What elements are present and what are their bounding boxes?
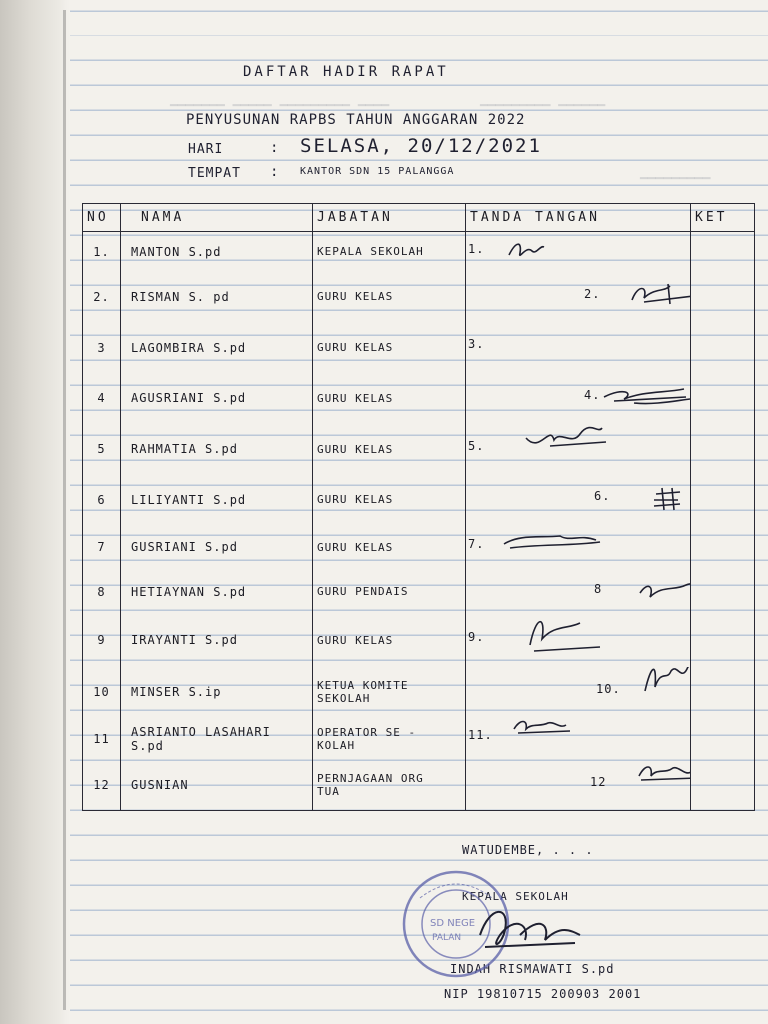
row-name-text: RISMAN S. pd: [131, 289, 230, 304]
row-remarks: [691, 272, 755, 323]
row-position-cont: SEKOLAH: [317, 692, 371, 706]
row-name-text: GUSRIANI S.pd: [131, 540, 238, 555]
row-name-text: MANTON S.pd: [131, 244, 222, 259]
row-remarks: [691, 424, 755, 475]
signature-number: 11.: [468, 728, 493, 743]
row-number-text: 10: [93, 685, 110, 700]
row-position-text: GURU KELAS: [317, 341, 394, 355]
row-remarks: [691, 322, 755, 373]
row-name: [121, 232, 313, 272]
row-number-text: 2.: [93, 289, 110, 304]
row-name: [121, 272, 313, 323]
row-position: [313, 272, 466, 323]
row-number: [83, 717, 121, 759]
row-name-text: AGUSRIANI S.pd: [131, 391, 247, 406]
signature-scribble: [520, 615, 630, 658]
signature-number: 2.: [584, 286, 601, 301]
table-row: [83, 373, 755, 424]
signature-number: 7.: [468, 537, 485, 552]
header-nama: NAMA: [121, 204, 313, 232]
signature-number: 6.: [594, 489, 611, 504]
notebook-binding: [0, 0, 70, 1024]
row-position-text: GURU KELAS: [317, 442, 394, 456]
svg-text:PALAN: PALAN: [432, 933, 462, 943]
row-number: [83, 232, 121, 272]
row-signature-cell: [466, 373, 691, 424]
row-signature-cell: [466, 525, 691, 569]
table-row: [83, 760, 755, 811]
table-row: [83, 614, 755, 667]
row-number: [83, 525, 121, 569]
bleed-through-text: ▁▁▁▁▁▁▁▁▁ ▁▁▁▁▁▁: [480, 92, 606, 107]
signature-scribble: [500, 530, 610, 569]
svg-text:SD NEGE: SD NEGE: [430, 918, 476, 929]
row-number: [83, 667, 121, 718]
signature-number: 8: [594, 581, 603, 596]
row-position: [313, 373, 466, 424]
principal-name: INDAH RISMAWATI S.pd: [450, 962, 615, 976]
signature-scribble: [635, 762, 691, 805]
row-number-text: 11: [93, 731, 110, 746]
bleed-through-text: ▁▁▁▁▁▁▁ ▁▁▁▁▁ ▁▁▁▁▁▁▁▁▁ ▁▁▁▁: [170, 92, 390, 107]
table-row: [83, 717, 755, 759]
row-position: [313, 570, 466, 614]
row-name: [121, 614, 313, 667]
signature-number: 9.: [468, 629, 485, 644]
row-number-text: 8: [97, 584, 106, 599]
row-name: [121, 717, 313, 759]
signature-scribble: [624, 280, 691, 323]
table-row: [83, 570, 755, 614]
signature-scribble: [644, 484, 691, 525]
row-signature-cell: [466, 474, 691, 525]
row-position-text: KEPALA SEKOLAH: [317, 245, 424, 259]
document-subtitle: PENYUSUNAN RAPBS TAHUN ANGGARAN 2022: [186, 112, 526, 128]
signature-scribble: [634, 577, 691, 614]
row-name: [121, 373, 313, 424]
row-signature-cell: [466, 232, 691, 272]
row-signature-cell: [466, 614, 691, 667]
row-number-text: 1.: [93, 244, 110, 259]
attendance-table: [82, 203, 754, 811]
document-title: DAFTAR HADIR RAPAT: [243, 64, 449, 80]
table-header-row: [83, 204, 755, 232]
principal-signature: [470, 895, 590, 969]
row-remarks: [691, 760, 755, 811]
row-name-text: MINSER S.ip: [131, 685, 222, 700]
row-position: [313, 760, 466, 811]
row-signature-cell: [466, 570, 691, 614]
row-number: [83, 614, 121, 667]
row-name: [121, 525, 313, 569]
bleed-through-text: ▁▁▁▁▁▁▁▁▁: [640, 165, 711, 180]
header-no: NO: [83, 204, 121, 232]
row-signature-cell: [466, 667, 691, 718]
signature-scribble: [504, 237, 614, 272]
signature-scribble: [510, 717, 620, 759]
table-row: [83, 667, 755, 718]
row-name-text: RAHMATIA S.pd: [131, 442, 238, 457]
row-name-text: GUSNIAN: [131, 777, 189, 792]
place-value: KANTOR SDN 15 PALANGGA: [300, 166, 455, 177]
row-name: [121, 760, 313, 811]
row-position-text: GURU KELAS: [317, 633, 394, 647]
table-row: [83, 474, 755, 525]
row-position: [313, 717, 466, 759]
row-number-text: 12: [93, 777, 110, 792]
row-number: [83, 474, 121, 525]
row-signature-cell: [466, 322, 691, 373]
row-remarks: [691, 373, 755, 424]
row-number: [83, 424, 121, 475]
row-name-text: IRAYANTI S.pd: [131, 633, 238, 648]
row-signature-cell: [466, 272, 691, 323]
signature-scribble: [641, 667, 691, 704]
signature-number: 3.: [468, 337, 485, 352]
row-number-text: 6: [97, 492, 106, 507]
row-name: [121, 570, 313, 614]
row-name-text: HETIAYNAN S.pd: [131, 584, 247, 599]
table-row: [83, 424, 755, 475]
day-label: HARI: [188, 142, 224, 157]
signature-number: 1.: [468, 242, 485, 256]
row-position-text: GURU KELAS: [317, 290, 394, 304]
row-position-text: PERNJAGAAN ORG: [317, 771, 424, 785]
row-name-cont: S.pd: [131, 738, 164, 753]
row-name: [121, 322, 313, 373]
row-signature-cell: [466, 424, 691, 475]
signature-number: 4.: [584, 388, 601, 403]
row-remarks: [691, 474, 755, 525]
row-position: [313, 667, 466, 718]
principal-nip: NIP 19810715 200903 2001: [444, 987, 642, 1001]
row-position: [313, 614, 466, 667]
row-position-text: GURU KELAS: [317, 391, 394, 405]
header-tanda-tangan: TANDA TANGAN: [466, 204, 691, 232]
signature-number: 5.: [468, 438, 485, 453]
row-number-text: 4: [97, 391, 106, 406]
header-ket: KET: [691, 204, 755, 232]
table-row: [83, 322, 755, 373]
day-colon: :: [270, 140, 280, 156]
row-name: [121, 667, 313, 718]
row-signature-cell: [466, 717, 691, 759]
row-position: [313, 322, 466, 373]
row-number-text: 3: [97, 340, 106, 355]
signing-place: WATUDEMBE, . . .: [462, 843, 594, 857]
signature-scribble: [594, 383, 691, 424]
row-name: [121, 474, 313, 525]
row-signature-cell: [466, 760, 691, 811]
table-row: [83, 525, 755, 569]
row-number: [83, 570, 121, 614]
row-number: [83, 272, 121, 323]
row-position: [313, 232, 466, 272]
page-fold-shadow: [63, 10, 66, 1010]
row-position-cont: KOLAH: [317, 738, 356, 752]
principal-role: KEPALA SEKOLAH: [462, 890, 569, 903]
place-colon: :: [270, 164, 280, 180]
day-value: SELASA, 20/12/2021: [300, 135, 542, 157]
row-name-text: ASRIANTO LASAHARI: [131, 724, 271, 739]
header-jabatan: JABATAN: [313, 204, 466, 232]
row-position: [313, 474, 466, 525]
row-remarks: [691, 614, 755, 667]
row-position-text: GURU KELAS: [317, 493, 394, 507]
row-position-text: OPERATOR SE -: [317, 725, 417, 739]
row-name-text: LAGOMBIRA S.pd: [131, 340, 247, 355]
row-remarks: [691, 570, 755, 614]
row-name: [121, 424, 313, 475]
signature-scribble: [480, 332, 590, 373]
row-remarks: [691, 232, 755, 272]
row-number-text: 5: [97, 442, 106, 457]
row-remarks: [691, 717, 755, 759]
table-row: [83, 232, 755, 272]
row-number-text: 7: [97, 540, 106, 555]
row-position-text: GURU KELAS: [317, 540, 394, 554]
signature-number: 12: [590, 774, 607, 789]
row-position: [313, 525, 466, 569]
row-number: [83, 760, 121, 811]
signature-scribble: [520, 424, 630, 467]
table-row: [83, 272, 755, 323]
signature-number: 10.: [596, 681, 621, 696]
row-number: [83, 322, 121, 373]
place-label: TEMPAT: [188, 166, 241, 181]
row-name-text: LILIYANTI S.pd: [131, 492, 247, 507]
row-number-text: 9: [97, 633, 106, 648]
row-position-text: GURU PENDAIS: [317, 585, 409, 599]
row-position-cont: TUA: [317, 784, 340, 798]
row-remarks: [691, 667, 755, 718]
row-number: [83, 373, 121, 424]
row-position: [313, 424, 466, 475]
row-position-text: KETUA KOMITE: [317, 679, 409, 693]
row-remarks: [691, 525, 755, 569]
